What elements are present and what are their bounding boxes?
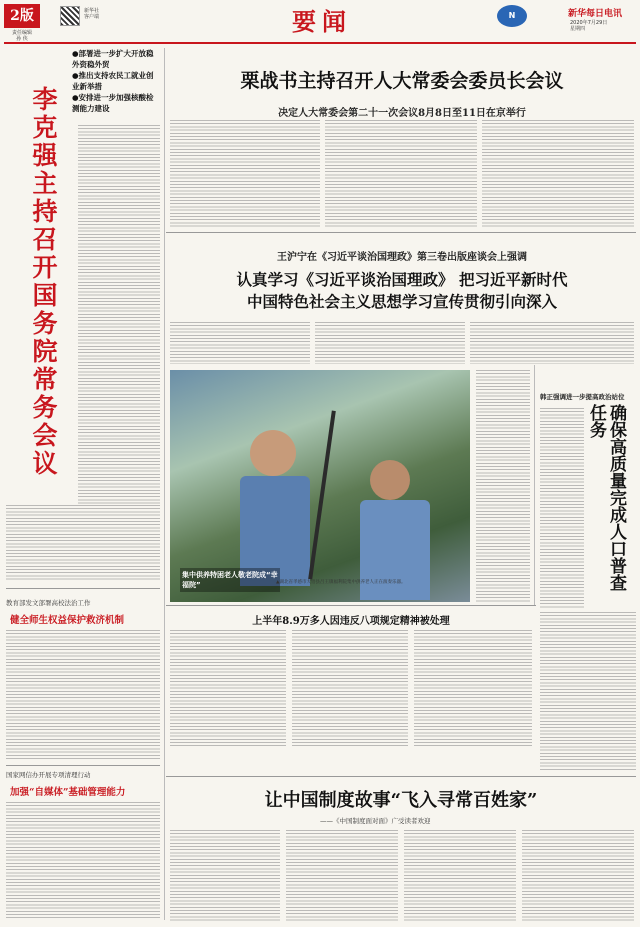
bottom-headline: 让中国制度故事“飞入寻常百姓家” [264, 790, 538, 811]
instrument-icon [308, 411, 336, 580]
masthead-rule [4, 42, 636, 44]
feature-headline-1: 认真学习《习近平谈治国理政》 把习近平新时代 [236, 270, 568, 289]
weekday: 星期四 [570, 26, 586, 32]
feature-kicker: 王沪宁在《习近平谈治国理政》第三卷出版座谈会上强调 [277, 252, 527, 263]
divider [166, 605, 536, 606]
section-title: 要闻 [292, 7, 352, 36]
right-kicker: 韩正强调进一步提高政治站位 [540, 393, 625, 401]
middle-body-col-1 [170, 630, 286, 748]
sub2-title: 国家网信办开展专项清理行动 [6, 771, 91, 779]
newspaper-logo-icon: N [497, 5, 527, 27]
person-figure [250, 430, 296, 476]
person-figure [370, 460, 410, 500]
sidebar-body-text [78, 125, 160, 505]
column-divider [164, 48, 165, 920]
bottom-body-col-3 [404, 830, 516, 922]
feature-body-col-2 [315, 322, 465, 364]
bullet-1: ●部署进一步扩大开放稳外资稳外贸 [72, 49, 154, 69]
lead-body-col-1 [170, 120, 320, 228]
bullet-3: ●安排进一步加强核酸检测能力建设 [72, 93, 154, 113]
paper-name: 新华每日电讯 [568, 9, 623, 19]
sub1-body-text [6, 630, 160, 760]
feature-body-col-4 [476, 370, 530, 602]
bullet-2: ●推出支持农民工就业创业新举措 [72, 71, 154, 91]
bottom-body-col-4 [522, 830, 634, 922]
feature-body-col-3 [470, 322, 634, 364]
app-label-2: 客户端 [84, 14, 100, 20]
editor-line-2: 孙 侠 [16, 36, 28, 42]
photo-note: ▲湖北省孝感市大悟县吕王镇福利院集中供养老人正在演奏乐器。 [276, 580, 406, 585]
right-body-text-2 [540, 612, 636, 772]
page-number: 2版 [4, 4, 40, 28]
divider [6, 765, 160, 766]
sub1-title: 教育部发文部署高校法治工作 [6, 599, 91, 607]
lead-body-col-3 [482, 120, 634, 228]
bottom-body-col-2 [286, 830, 398, 922]
bottom-body-col-1 [170, 830, 280, 922]
sub2-body-text [6, 802, 160, 920]
divider [166, 776, 636, 777]
app-label-1: 新华社 [84, 8, 100, 14]
sub1-headline: 健全师生权益保护救济机制 [10, 615, 125, 626]
feature-body-col-1 [170, 322, 310, 364]
date: 2020年7月29日 [570, 20, 608, 26]
qr-code-icon [60, 6, 80, 26]
lead-headline: 栗战书主持召开人大常委会委员长会议 [240, 70, 564, 92]
sub2-headline: 加强“自媒体”基础管理能力 [10, 787, 126, 798]
right-vertical-headline: 确保高质量完成人口普查任务 [586, 404, 626, 591]
app-label [84, 8, 124, 20]
bottom-subhead: ——《中国制度面对面》广受读者欢迎 [320, 817, 431, 825]
photo-caption: 集中供养特困老人敬老院成“幸福院” [180, 568, 280, 592]
middle-body-col-2 [292, 630, 408, 748]
divider [166, 232, 636, 233]
middle-body-col-3 [414, 630, 532, 748]
sidebar-vertical-headline: 李克强主持召开国务院常务会议 [29, 86, 58, 478]
middle-headline: 上半年8.9万多人因违反八项规定精神被处理 [252, 616, 450, 627]
sidebar-body-text-2 [6, 505, 160, 580]
right-body-text [540, 408, 584, 608]
column-divider [534, 365, 535, 605]
editor-line-1: 责任编辑 [11, 30, 32, 36]
issue-date [570, 20, 638, 32]
divider [6, 588, 160, 589]
editor-label [4, 30, 40, 42]
feature-headline-2: 中国特色社会主义思想学习宣传贯彻引向深入 [246, 292, 557, 311]
lead-subhead: 决定人大常委会第二十一次会议8月8日至11日在京举行 [278, 108, 526, 119]
lead-body-col-2 [325, 120, 477, 228]
